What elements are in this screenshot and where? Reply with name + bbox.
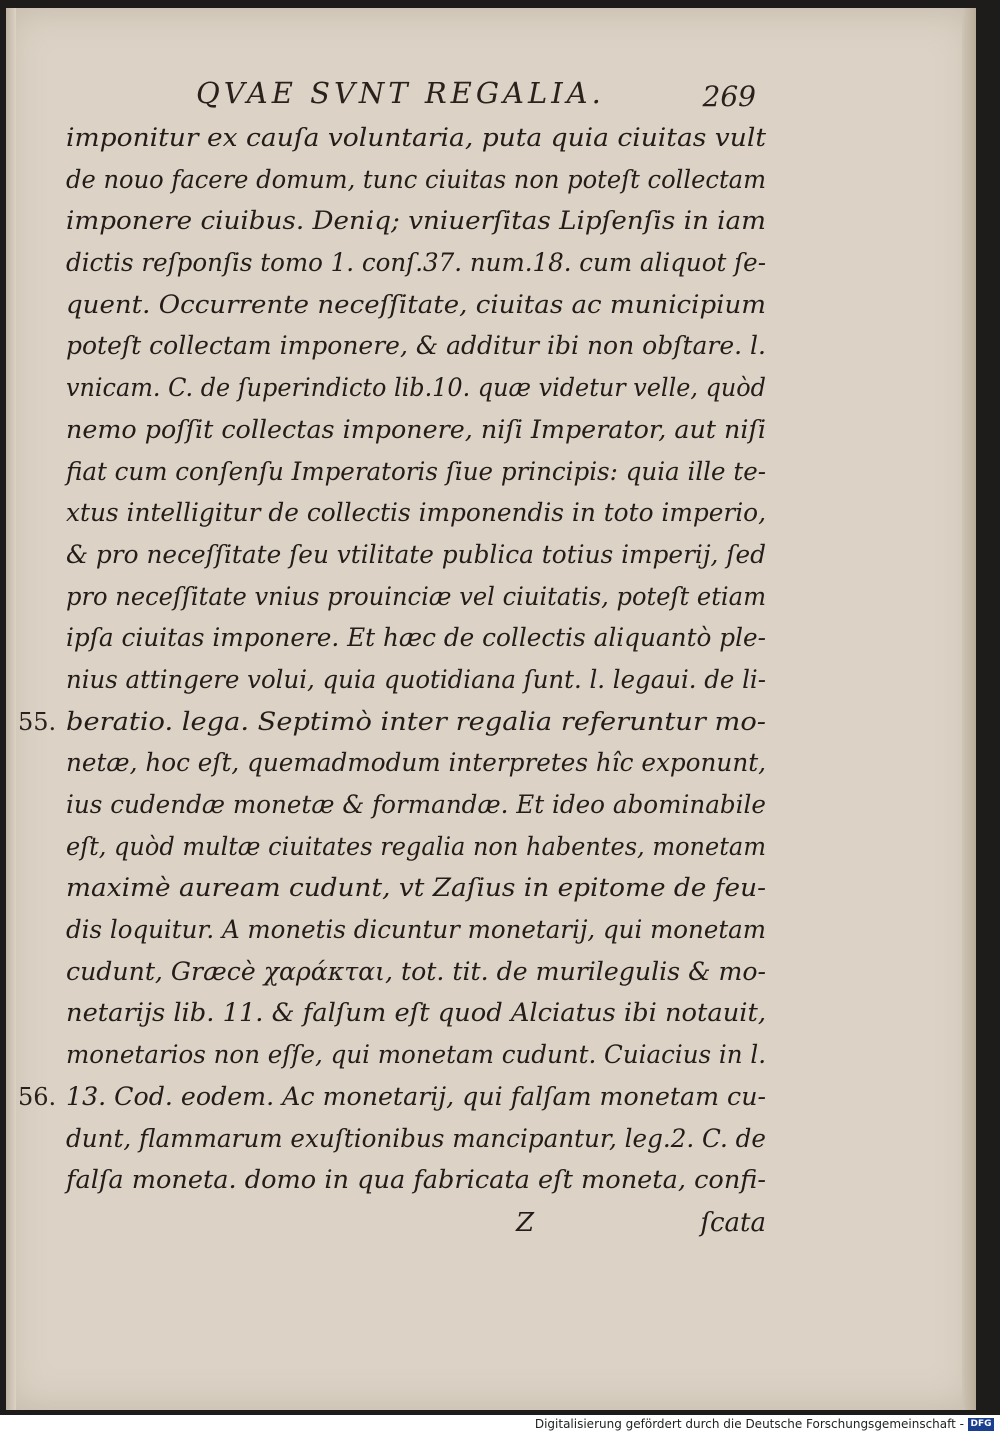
line-text: xtus intelligitur de collectis imponendis in toto imperio, <box>66 498 766 529</box>
text-line <box>66 1119 766 1161</box>
footer-bar <box>0 1415 1000 1435</box>
text-line <box>66 910 766 952</box>
line-text: pro neceſſitate vnius prouinciæ vel ciuitatis, poteſt etiam <box>66 581 766 612</box>
line-text: beratio. lega. Septimò inter regalia referuntur mo- <box>66 706 766 737</box>
line-text: netarijs lib. 11. & falſum eſt quod Alciatus ibi notauit, <box>66 998 767 1029</box>
line-text: falſa moneta. domo in qua fabricata eſt moneta, confi- <box>66 1165 766 1196</box>
line-text: ius cudendæ monetæ & formandæ. Et ideo abominabile <box>66 790 766 820</box>
page-edge <box>962 8 976 1410</box>
line-text: dis loquitur. A monetis dicuntur monetarij, qui monetam <box>66 915 766 946</box>
running-head: QVAE SVNT REGALIA. <box>196 76 605 110</box>
text-line <box>66 993 766 1035</box>
page-number: 269 <box>702 80 756 113</box>
text-line <box>66 493 766 535</box>
line-text: monetarios non eſſe, qui monetam cudunt. Cuiacius in l. <box>66 1040 766 1071</box>
line-text: eſt, quòd multæ ciuitates regalia non habentes, monetam <box>66 831 766 862</box>
line-text: dunt, flammarum exuſtionibus mancipantur, leg.2. C. de <box>66 1123 766 1154</box>
line-text: ipſa ciuitas imponere. Et hæc de collectis aliquantò ple- <box>66 623 766 654</box>
text-line <box>18 702 766 744</box>
text-line <box>66 285 766 327</box>
book-page <box>6 8 976 1410</box>
page-gutter <box>6 8 16 1410</box>
dfg-logo: DFG <box>968 1418 994 1431</box>
line-text: netæ, hoc eſt, quemadmodum interpretes hîc exponunt, <box>66 748 766 779</box>
line-text: de nouo facere domum, tunc ciuitas non poteſt collectam <box>66 164 766 195</box>
line-text: vnicam. C. de ſuperindicto lib.10. quæ videtur velle, quòd <box>66 373 766 404</box>
line-text: dictis reſponſis tomo 1. conſ.37. num.18. cum aliquot ſe- <box>66 248 766 279</box>
text-line <box>66 868 766 910</box>
text-line <box>66 410 766 452</box>
line-text: quent. Occurrente neceſſitate, ciuitas ac municipium <box>66 289 767 320</box>
text-line <box>66 660 766 702</box>
marginal-number: 56. <box>18 1082 57 1111</box>
text-line <box>66 785 766 827</box>
catchword: ſcata <box>700 1207 766 1238</box>
text-line <box>66 326 766 368</box>
text-line <box>66 1160 766 1202</box>
line-text: imponitur ex cauſa voluntaria, puta quia ciuitas vult <box>66 123 766 153</box>
line-text: 13. Cod. eodem. Ac monetarij, qui falſam monetam cu- <box>66 1081 766 1112</box>
text-line <box>66 243 766 285</box>
signature-mark: Z <box>516 1207 535 1238</box>
line-text: cudunt, Græcè χαράκται, tot. tit. de murilegulis & mo- <box>66 956 766 987</box>
text-line <box>66 827 766 869</box>
text-block <box>18 118 767 1244</box>
text-line <box>66 1035 766 1077</box>
text-line <box>66 118 766 160</box>
funding-credit: Digitalisierung gefördert durch die Deutsche Forschungsgemeinschaft - <box>534 1417 964 1431</box>
text-line <box>18 1077 766 1119</box>
line-text: nius attingere volui, quia quotidiana ſunt. l. legaui. de li- <box>66 664 766 695</box>
text-line <box>66 201 766 243</box>
text-line <box>66 368 766 410</box>
line-text: poteſt collectam imponere, & additur ibi non obſtare. l. <box>66 331 766 362</box>
line-text: imponere ciuibus. Deniq; vniuerſitas Lipſenſis in iam <box>66 206 766 237</box>
line-text: & pro neceſſitate ſeu vtilitate publica totius imperij, ſed <box>66 539 766 570</box>
catch-row <box>66 1202 766 1244</box>
marginal-number: 55. <box>18 707 57 736</box>
text-line <box>66 452 766 494</box>
page-header <box>196 76 756 116</box>
text-line <box>66 160 766 202</box>
line-text: maximè auream cudunt, vt Zaſius in epitome de feu- <box>66 873 766 904</box>
text-line <box>66 952 766 994</box>
text-line <box>66 743 766 785</box>
text-line <box>66 618 766 660</box>
text-line <box>66 577 766 619</box>
text-line <box>66 535 766 577</box>
line-text: fiat cum conſenſu Imperatoris ſiue principis: quia ille te- <box>66 456 766 487</box>
line-text: nemo poſſit collectas imponere, niſi Imperator, aut niſi <box>66 414 766 445</box>
